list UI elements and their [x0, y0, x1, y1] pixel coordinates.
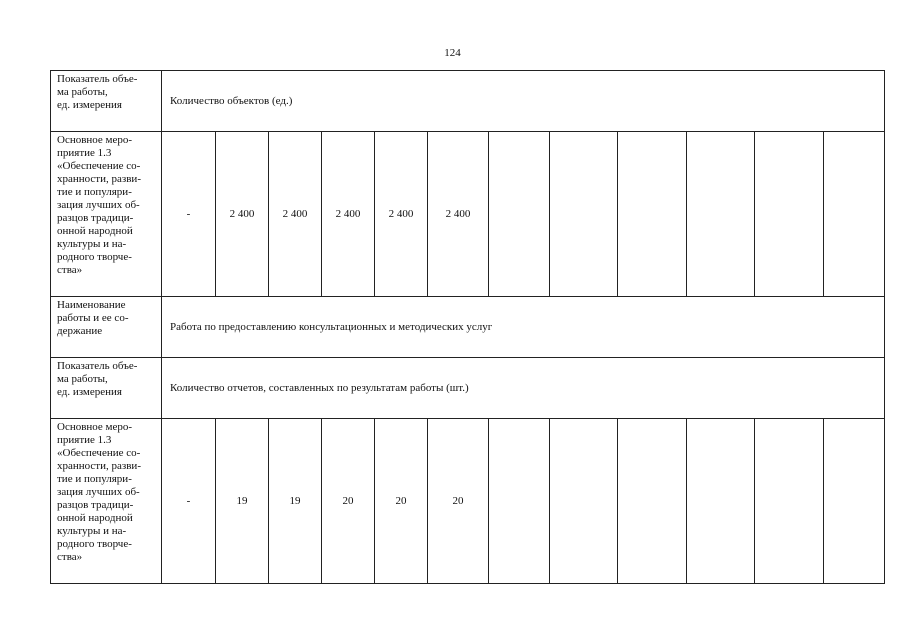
value-cell [687, 132, 755, 297]
value-cell: - [162, 419, 216, 584]
table-row [51, 358, 885, 419]
work-volume-table [50, 70, 885, 584]
row-label: Основное меро- приятие 1.3 «Обеспечение со- хранности, разви- тие и популяри- зация лучших об- разцов традици- онной народной культуры и на- родного творче- ства» [51, 132, 162, 297]
row-content: Количество объектов (ед.) [162, 71, 885, 132]
value-cell [687, 419, 755, 584]
value-cell [824, 132, 885, 297]
table-row [51, 132, 885, 297]
value-cell [755, 132, 824, 297]
table-row [51, 71, 885, 132]
value-cell: 2 400 [216, 132, 269, 297]
value-cell [550, 132, 618, 297]
value-cell [824, 419, 885, 584]
table-row [51, 419, 885, 584]
value-cell [618, 419, 687, 584]
value-cell: 19 [269, 419, 322, 584]
row-label: Показатель объе- ма работы, ед. измерения [51, 358, 162, 419]
value-cell: 2 400 [428, 132, 489, 297]
value-cell: 20 [428, 419, 489, 584]
value-cell [755, 419, 824, 584]
value-cell: - [162, 132, 216, 297]
row-label: Показатель объе- ма работы, ед. измерения [51, 71, 162, 132]
value-cell: 20 [322, 419, 375, 584]
row-content: Количество отчетов, составленных по результатам работы (шт.) [162, 358, 885, 419]
value-cell [618, 132, 687, 297]
value-cell: 2 400 [375, 132, 428, 297]
value-cell: 2 400 [322, 132, 375, 297]
value-cell: 19 [216, 419, 269, 584]
value-cell [550, 419, 618, 584]
value-cell: 20 [375, 419, 428, 584]
row-label: Основное меро- приятие 1.3 «Обеспечение со- хранности, разви- тие и популяри- зация лучших об- разцов традици- онной народной культуры и на- родного творче- ства» [51, 419, 162, 584]
table-row [51, 297, 885, 358]
value-cell: 2 400 [269, 132, 322, 297]
page-number: 124 [444, 47, 461, 59]
row-content: Работа по предоставлению консультационных и методических услуг [162, 297, 885, 358]
value-cell [489, 132, 550, 297]
row-label: Наименование работы и ее со- держание [51, 297, 162, 358]
value-cell [489, 419, 550, 584]
